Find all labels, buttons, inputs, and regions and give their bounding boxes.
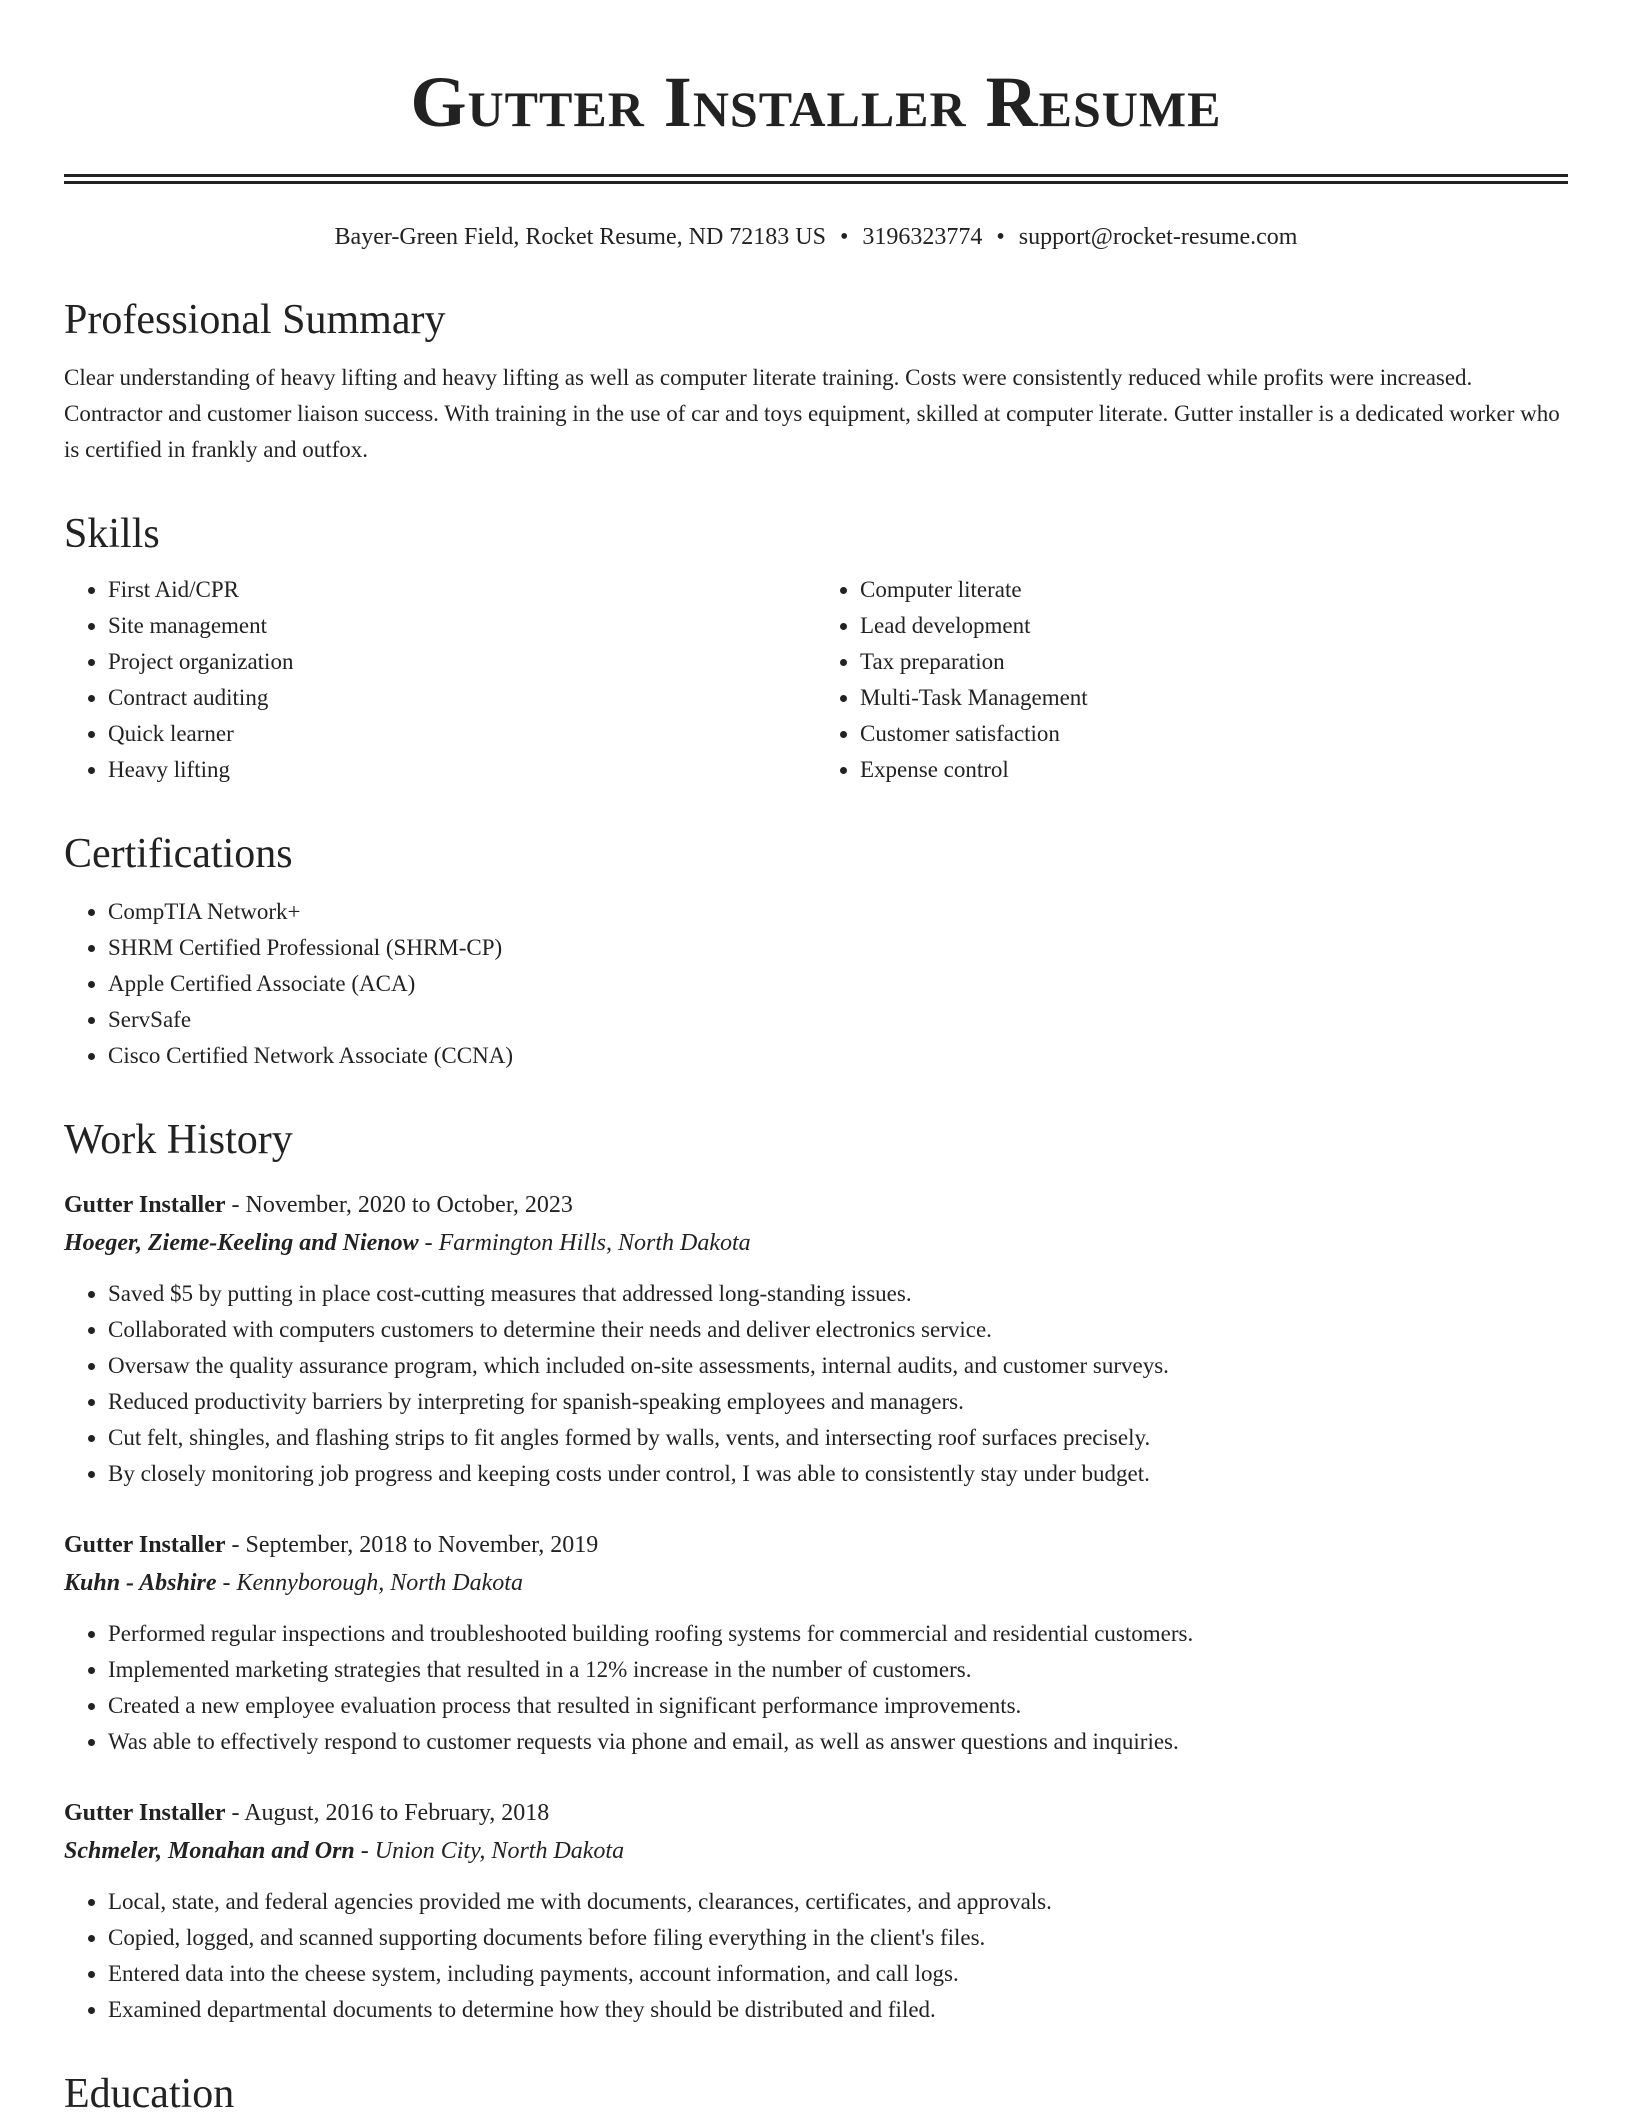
- job-title: Gutter Installer: [64, 1192, 226, 1218]
- job-bullet: • Performed regular inspections and troubleshooted building roofing systems for commercial and residential customers.: [108, 1616, 1568, 1652]
- job-title: Gutter Installer: [64, 1800, 226, 1826]
- education-heading: Education: [64, 2071, 235, 2117]
- skill-item: • Lead development: [860, 608, 1568, 644]
- job-dates: - November, 2020 to October, 2023: [225, 1192, 573, 1218]
- certification-item: • Cisco Certified Network Associate (CCNA): [108, 1038, 1568, 1074]
- certifications-list: [64, 894, 1568, 1074]
- skills-heading: Skills: [64, 511, 160, 557]
- skill-item: • Quick learner: [108, 716, 816, 752]
- certification-item: • SHRM Certified Professional (SHRM-CP): [108, 930, 1568, 966]
- job-dates: - August, 2016 to February, 2018: [225, 1800, 550, 1826]
- job-bullets: [64, 1276, 1568, 1492]
- job-bullet: • Local, state, and federal agencies provided me with documents, clearances, certificates, and approvals.: [108, 1884, 1568, 1920]
- job-title-line: [64, 1794, 1568, 1832]
- skill-item: • Multi-Task Management: [860, 680, 1568, 716]
- job-company: Hoeger, Zieme-Keeling and Nienow: [64, 1230, 419, 1256]
- job-bullet: • Entered data into the cheese system, including payments, account information, and call logs.: [108, 1956, 1568, 1992]
- job-company: Schmeler, Monahan and Orn: [64, 1838, 355, 1864]
- job-title-line: [64, 1526, 1568, 1564]
- job-company-line: [64, 1564, 1568, 1602]
- job-bullet: • By closely monitoring job progress and keeping costs under control, I was able to consistently stay under budget.: [108, 1456, 1568, 1492]
- job-bullet: • Oversaw the quality assurance program, which included on-site assessments, internal audits, and customer surveys.: [108, 1348, 1568, 1384]
- job-location: - Union City, North Dakota: [354, 1838, 625, 1864]
- contact-phone: 3196323774: [862, 224, 983, 250]
- job-title: Gutter Installer: [64, 1532, 226, 1558]
- contact-address: Bayer-Green Field, Rocket Resume, ND 72183 US: [334, 224, 826, 250]
- certification-item: • ServSafe: [108, 1002, 1568, 1038]
- skill-item: • Heavy lifting: [108, 752, 816, 788]
- contact-email: support@rocket-resume.com: [1018, 224, 1298, 250]
- job-bullet: • Copied, logged, and scanned supporting documents before filing everything in the client's files.: [108, 1920, 1568, 1956]
- contact-separator: •: [996, 224, 1005, 250]
- work-history-heading: Work History: [64, 1117, 293, 1163]
- job-bullet: • Collaborated with computers customers to determine their needs and deliver electronics service.: [108, 1312, 1568, 1348]
- job-location: - Farmington Hills, North Dakota: [418, 1230, 751, 1256]
- skill-item: • Customer satisfaction: [860, 716, 1568, 752]
- title-divider: [64, 174, 1568, 184]
- summary-text: Clear understanding of heavy lifting and heavy lifting as well as computer literate training. Costs were consistently reduced while profits were increased. Contractor and customer liaison success. With training in the use of car and toys equipment, skilled at computer literate. Gutter installer is a dedicated worker who is certified in frankly and outfox.: [64, 365, 1560, 462]
- job-bullet: • Examined departmental documents to determine how they should be distributed and filed.: [108, 1992, 1568, 2028]
- skill-item: • Site management: [108, 608, 816, 644]
- skill-item: • Tax preparation: [860, 644, 1568, 680]
- contact-line: [64, 220, 1568, 254]
- skill-item: • First Aid/CPR: [108, 572, 816, 608]
- skills-columns: [64, 572, 1568, 788]
- certifications-heading: Certifications: [64, 831, 293, 877]
- job-location: - Kennyborough, North Dakota: [216, 1570, 523, 1596]
- job-bullet: • Reduced productivity barriers by interpreting for spanish-speaking employees and managers.: [108, 1384, 1568, 1420]
- certification-item: • CompTIA Network+: [108, 894, 1568, 930]
- certification-item: • Apple Certified Associate (ACA): [108, 966, 1568, 1002]
- skill-item: • Computer literate: [860, 572, 1568, 608]
- job-entry: [64, 1526, 1568, 1760]
- job-bullet: • Created a new employee evaluation process that resulted in significant performance improvements.: [108, 1688, 1568, 1724]
- skill-item: • Contract auditing: [108, 680, 816, 716]
- skills-list-left: [64, 572, 816, 788]
- page-title: Gutter Installer Resume: [410, 62, 1222, 142]
- job-bullet: • Saved $5 by putting in place cost-cutting measures that addressed long-standing issues.: [108, 1276, 1568, 1312]
- job-entry: [64, 1186, 1568, 1492]
- job-bullet: • Implemented marketing strategies that resulted in a 12% increase in the number of customers.: [108, 1652, 1568, 1688]
- contact-separator: •: [839, 224, 849, 250]
- job-bullets: [64, 1616, 1568, 1760]
- job-bullets: [64, 1884, 1568, 2028]
- summary-heading: Professional Summary: [64, 297, 446, 343]
- job-dates: - September, 2018 to November, 2019: [225, 1532, 599, 1558]
- skill-item: • Expense control: [860, 752, 1568, 788]
- job-entry: [64, 1794, 1568, 2028]
- skill-item: • Project organization: [108, 644, 816, 680]
- job-company-line: [64, 1224, 1568, 1262]
- job-company: Kuhn - Abshire: [64, 1570, 217, 1596]
- job-bullet: • Cut felt, shingles, and flashing strips to fit angles formed by walls, vents, and intersecting roof surfaces precisely.: [108, 1420, 1568, 1456]
- job-company-line: [64, 1832, 1568, 1870]
- job-bullet: • Was able to effectively respond to customer requests via phone and email, as well as answer questions and inquiries.: [108, 1724, 1568, 1760]
- job-title-line: [64, 1186, 1568, 1224]
- skills-list-right: [816, 572, 1568, 788]
